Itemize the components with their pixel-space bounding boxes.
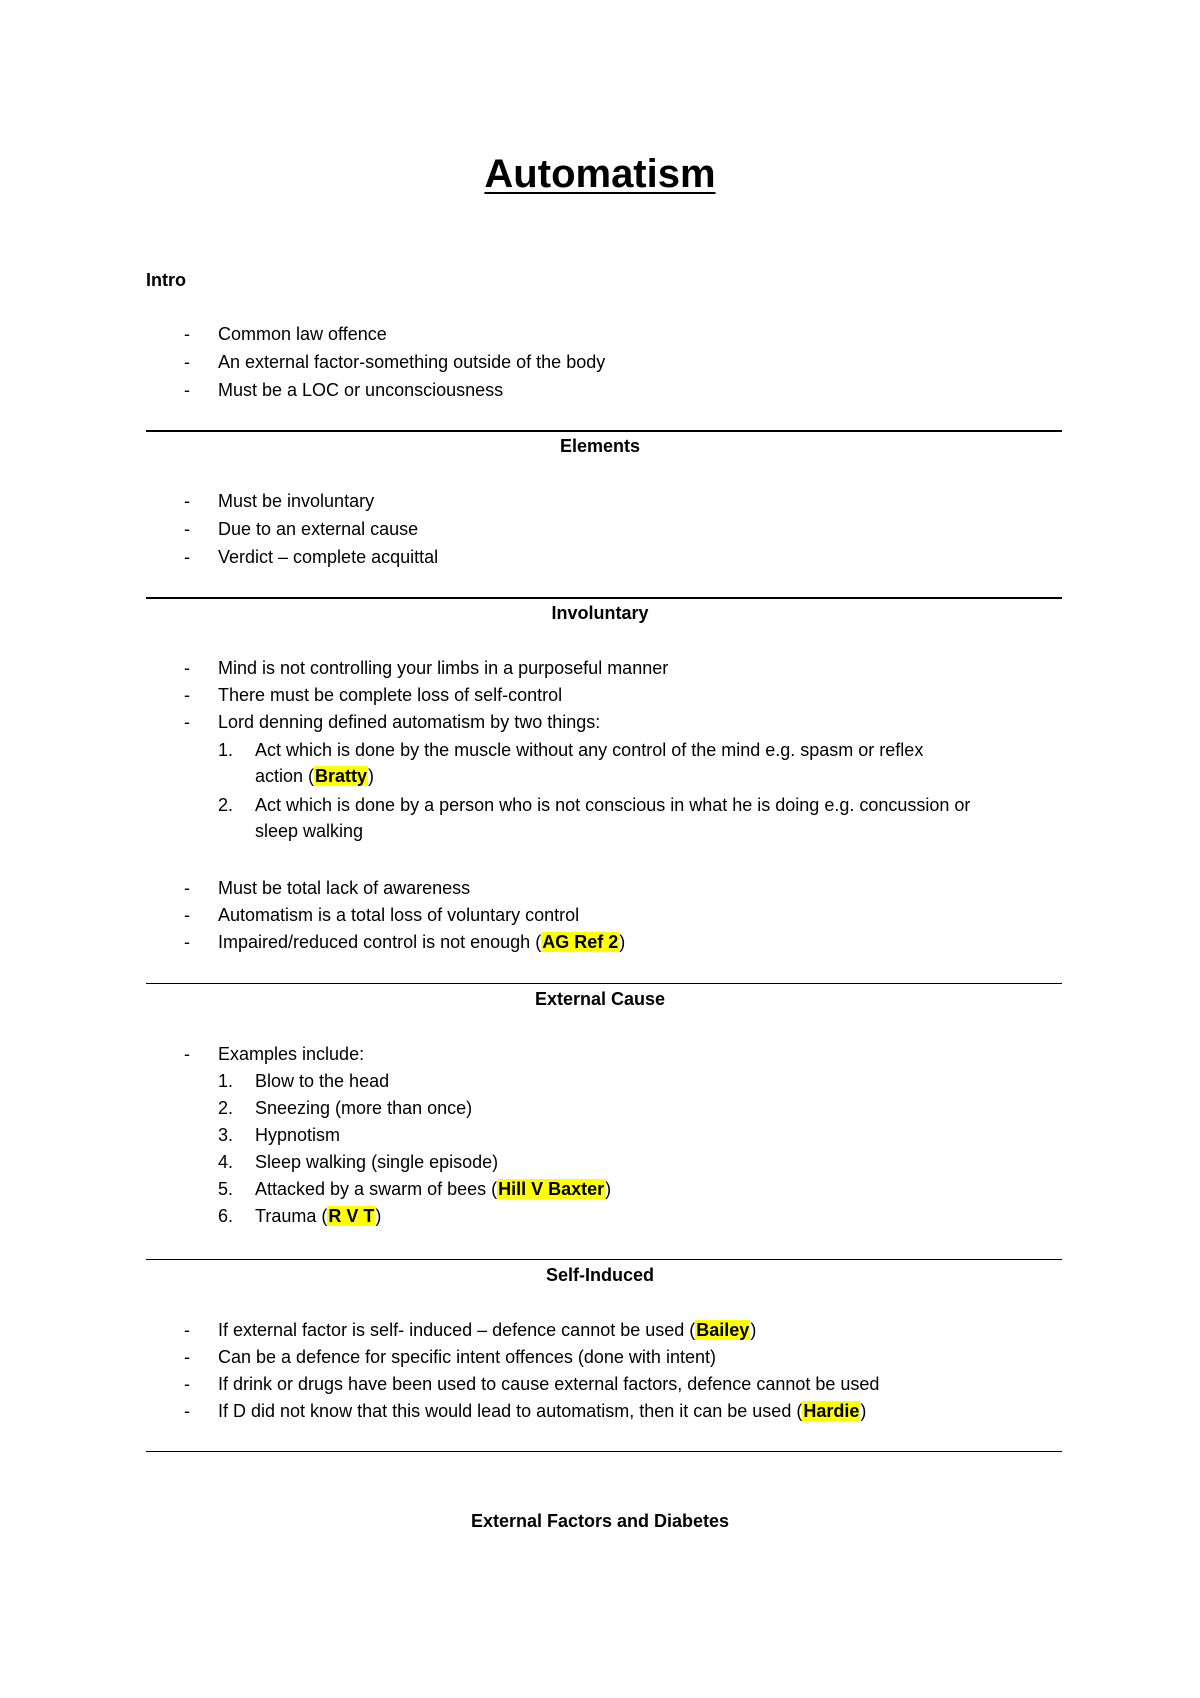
- case-citation-highlight: Bratty: [315, 766, 368, 786]
- list-item-text: There must be complete loss of self-control: [218, 685, 563, 705]
- item-text: ): [375, 1206, 382, 1226]
- item-text: If D did not know that this would lead to automatism, then it can be used (: [218, 1401, 803, 1421]
- case-citation-highlight: AG Ref 2: [542, 932, 619, 952]
- item-number: 6.: [218, 1206, 234, 1226]
- case-citation-highlight: R V T: [328, 1206, 375, 1226]
- numbered-item-text: [255, 1203, 1065, 1229]
- item-text: Sleep walking (single episode): [255, 1152, 499, 1172]
- item-number: 5.: [218, 1179, 234, 1199]
- item-text: sleep walking: [255, 821, 364, 841]
- list-item-text: Can be a defence for specific intent offences (done with intent): [218, 1347, 716, 1367]
- dash-bullet: -: [184, 519, 190, 539]
- item-number: 2.: [218, 1098, 234, 1118]
- section-divider: [146, 1259, 1062, 1260]
- numbered-item-text: [255, 792, 1065, 844]
- case-citation-highlight: Hardie: [803, 1401, 860, 1421]
- section-heading-self-induced: Self-Induced: [545, 1265, 654, 1285]
- page-title: Automatism: [484, 152, 716, 196]
- item-number: 1.: [218, 1071, 234, 1091]
- section-heading-elements: Elements: [559, 436, 641, 456]
- item-text: ): [368, 766, 375, 786]
- item-text: If external factor is self- induced – defence cannot be used (: [218, 1320, 696, 1340]
- intro-heading: Intro: [146, 270, 186, 290]
- list-item-text: Must be a LOC or unconsciousness: [218, 380, 504, 400]
- case-citation-highlight: Hill V Baxter: [498, 1179, 605, 1199]
- list-item-text: Must be involuntary: [218, 491, 375, 511]
- list-item-text: Due to an external cause: [218, 519, 419, 539]
- dash-bullet: -: [184, 685, 190, 705]
- dash-bullet: -: [184, 1374, 190, 1394]
- item-text: Act which is done by the muscle without any control of the mind e.g. spasm or reflex: [255, 740, 924, 760]
- section-divider: [146, 983, 1062, 984]
- dash-bullet: -: [184, 324, 190, 344]
- item-text: ): [750, 1320, 757, 1340]
- list-item-text: [218, 1398, 866, 1424]
- list-item-text: Verdict – complete acquittal: [218, 547, 439, 567]
- list-item-text: Mind is not controlling your limbs in a purposeful manner: [218, 658, 669, 678]
- dash-bullet: -: [184, 658, 190, 678]
- dash-bullet: -: [184, 380, 190, 400]
- dash-bullet: -: [184, 1320, 190, 1340]
- item-text: Impaired/reduced control is not enough (: [218, 932, 542, 952]
- item-text: Hypnotism: [255, 1125, 341, 1145]
- list-item-text: Common law offence: [218, 324, 387, 344]
- item-text: Sneezing (more than once): [255, 1098, 473, 1118]
- item-text: Attacked by a swarm of bees (: [255, 1179, 498, 1199]
- case-citation-highlight: Bailey: [696, 1320, 750, 1340]
- item-number: 2.: [218, 795, 234, 815]
- section-divider: [146, 1451, 1062, 1452]
- item-text: Blow to the head: [255, 1071, 390, 1091]
- section-heading-involuntary: Involuntary: [551, 603, 649, 623]
- item-text: Act which is done by a person who is not conscious in what he is doing e.g. concussion or: [255, 795, 971, 815]
- section-divider: [146, 597, 1062, 599]
- numbered-item-text: [255, 1176, 1065, 1202]
- dash-bullet: -: [184, 932, 190, 952]
- item-text: Trauma (: [255, 1206, 328, 1226]
- dash-bullet: -: [184, 547, 190, 567]
- dash-bullet: -: [184, 352, 190, 372]
- list-item-text: [218, 929, 625, 955]
- list-item-text: Examples include:: [218, 1044, 365, 1064]
- list-item-text: Lord denning defined automatism by two things:: [218, 712, 601, 732]
- section-divider: [146, 430, 1062, 432]
- list-item-text: An external factor-something outside of the body: [218, 352, 606, 372]
- item-number: 4.: [218, 1152, 234, 1172]
- section-heading-external-cause: External Cause: [534, 989, 666, 1009]
- dash-bullet: -: [184, 1044, 190, 1064]
- dash-bullet: -: [184, 491, 190, 511]
- item-text: action (: [255, 766, 315, 786]
- dash-bullet: -: [184, 712, 190, 732]
- list-item-text: [218, 1317, 756, 1343]
- item-number: 1.: [218, 740, 234, 760]
- list-item-text: Must be total lack of awareness: [218, 878, 471, 898]
- list-item-text: Automatism is a total loss of voluntary control: [218, 905, 580, 925]
- dash-bullet: -: [184, 1401, 190, 1421]
- item-text: ): [860, 1401, 867, 1421]
- section-heading-external-factors-diabetes: External Factors and Diabetes: [470, 1511, 730, 1531]
- item-number: 3.: [218, 1125, 234, 1145]
- item-text: ): [619, 932, 626, 952]
- dash-bullet: -: [184, 1347, 190, 1367]
- item-text: ): [605, 1179, 612, 1199]
- dash-bullet: -: [184, 905, 190, 925]
- numbered-item-text: [255, 737, 1065, 789]
- dash-bullet: -: [184, 878, 190, 898]
- list-item-text: If drink or drugs have been used to cause external factors, defence cannot be used: [218, 1374, 880, 1394]
